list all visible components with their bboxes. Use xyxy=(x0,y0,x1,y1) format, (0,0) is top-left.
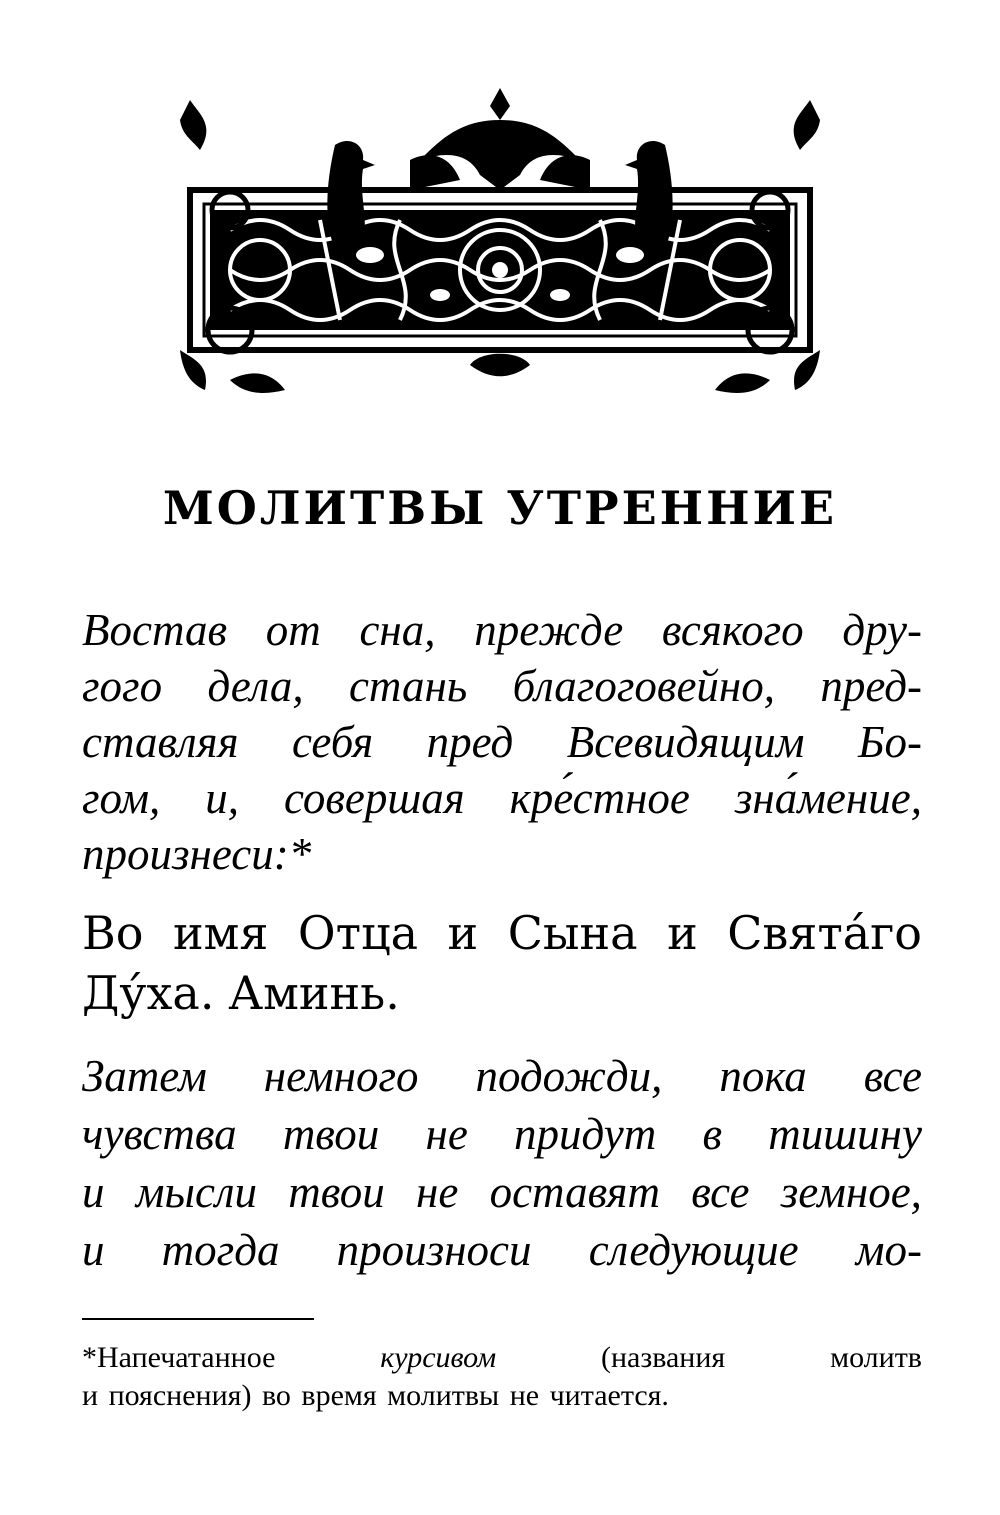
word: себя xyxy=(291,717,374,767)
word: чувства xyxy=(82,1109,237,1159)
word: придут xyxy=(514,1109,657,1159)
word: (названия xyxy=(601,1341,726,1374)
prayer-line-2 xyxy=(82,962,922,1022)
word: Востав xyxy=(82,605,228,655)
footnote-start xyxy=(82,1338,275,1378)
word: Бо- xyxy=(857,717,922,767)
word: подожди, xyxy=(475,1051,663,1101)
instruction1-line-1 xyxy=(82,600,922,660)
footnote-divider xyxy=(82,1318,314,1320)
word: земное, xyxy=(780,1167,922,1217)
instruction1-line-5 xyxy=(82,824,922,884)
word: благоговейно, xyxy=(512,661,776,711)
word: в xyxy=(702,1109,722,1159)
word: твои xyxy=(288,1167,385,1217)
word: произноси xyxy=(336,1225,532,1275)
word: Всевидящим xyxy=(566,717,805,767)
word: мысли xyxy=(135,1167,258,1217)
footnote-line-2 xyxy=(82,1376,922,1416)
word: и, xyxy=(205,773,240,823)
word: читается. xyxy=(549,1379,669,1412)
word: пред xyxy=(426,717,514,767)
word: мо- xyxy=(855,1225,922,1275)
page-title: МОЛИТВЫ УТРЕННИЕ xyxy=(162,481,838,535)
prayer-line-1 xyxy=(82,902,922,962)
word: все xyxy=(691,1167,750,1217)
word: тишину xyxy=(768,1109,922,1159)
word: имя xyxy=(172,906,269,960)
word: Во xyxy=(82,906,144,960)
footnote-line-1 xyxy=(82,1338,922,1378)
word: и xyxy=(447,906,479,960)
word: немного xyxy=(263,1051,419,1101)
word: дру- xyxy=(842,605,922,655)
word: совершая xyxy=(283,773,465,823)
word: дела, xyxy=(207,661,304,711)
word: оставят xyxy=(489,1167,660,1217)
word: и xyxy=(667,906,698,960)
word: твои xyxy=(282,1109,380,1159)
word: все xyxy=(863,1051,922,1101)
word: кре́стное xyxy=(509,773,690,823)
word: от xyxy=(265,605,321,655)
word: Аминь. xyxy=(228,966,400,1020)
word: зна́мение, xyxy=(734,773,922,823)
word: время xyxy=(301,1379,377,1412)
instruction2-line-2 xyxy=(82,1104,922,1164)
word: гого xyxy=(82,661,163,711)
word: и xyxy=(82,1379,99,1412)
word: и xyxy=(82,1225,105,1275)
instruction1-line-3 xyxy=(82,712,922,772)
word: сна, xyxy=(359,605,436,655)
word: молитвы xyxy=(387,1379,500,1412)
instruction1-line-2 xyxy=(82,656,922,716)
word: и xyxy=(82,1167,105,1217)
word: произнеси:* xyxy=(82,829,312,879)
word: Сына xyxy=(507,906,638,960)
word: следующие xyxy=(588,1225,799,1275)
word: Свята́го xyxy=(727,906,922,960)
word: пока xyxy=(719,1051,807,1101)
word-italic: курсивом xyxy=(380,1341,497,1374)
word: гом, xyxy=(82,773,161,823)
word: молитв xyxy=(830,1341,922,1374)
word: пояснения) xyxy=(108,1379,252,1412)
word: не xyxy=(425,1109,468,1159)
word: ставляя xyxy=(82,717,239,767)
word: стань xyxy=(348,661,468,711)
word: всякого xyxy=(661,605,804,655)
word: Затем xyxy=(82,1051,207,1101)
word: прежде xyxy=(474,605,624,655)
instruction2-line-1 xyxy=(82,1046,922,1106)
word: пред- xyxy=(820,661,922,711)
footnote-marker: * xyxy=(82,1341,97,1374)
ornament-headpiece xyxy=(170,80,830,400)
word: Отца xyxy=(297,906,419,960)
word: во xyxy=(261,1379,291,1412)
word: Ду́ха. xyxy=(82,966,215,1020)
instruction2-line-4 xyxy=(82,1220,922,1280)
word: не xyxy=(509,1379,540,1412)
word: тогда xyxy=(161,1225,280,1275)
word: Напечатанное xyxy=(97,1341,276,1374)
word: не xyxy=(416,1167,459,1217)
instruction1-line-4 xyxy=(82,768,922,828)
instruction2-line-3 xyxy=(82,1162,922,1222)
